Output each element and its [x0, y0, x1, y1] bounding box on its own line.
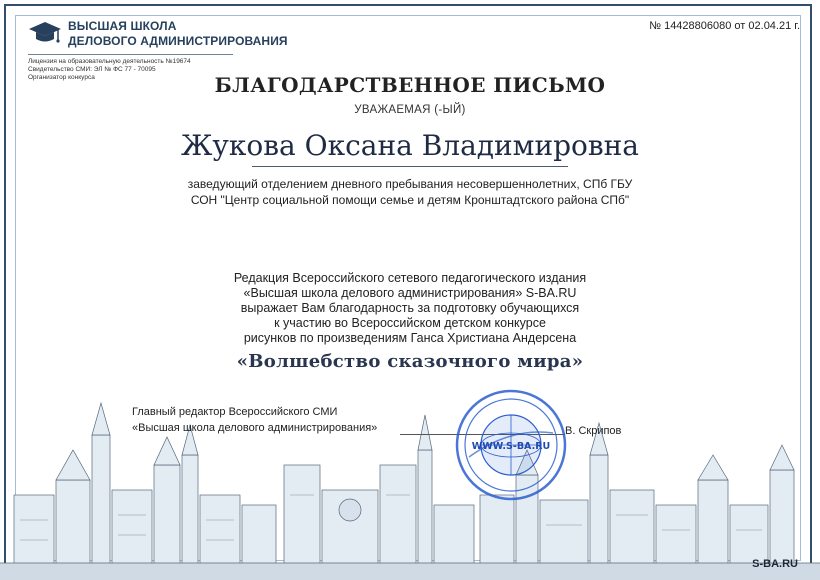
- logo-divider: [28, 54, 233, 55]
- letter-title: БЛАГОДАРСТВЕННОЕ ПИСЬМО: [214, 73, 606, 97]
- editor-title-line1: Главный редактор Всероссийского СМИ: [132, 406, 338, 418]
- footer-site: S-BA.RU: [752, 558, 798, 570]
- logo-title-line2: ДЕЛОВОГО АДМИНИСТРИРОВАНИЯ: [68, 34, 288, 48]
- body-line: рисунков по произведениям Ганса Христиана Андерсена: [243, 331, 577, 345]
- name-underline: [252, 166, 568, 167]
- body-line: «Высшая школа делового администрирования» S-BA.RU: [243, 286, 577, 300]
- media-certificate-text: Свидетельство СМИ: ЭЛ № ФС 77 - 70095: [28, 66, 156, 73]
- city-skyline-illustration: [0, 395, 820, 580]
- body-line: к участию во Всероссийском детском конкурсе: [274, 316, 546, 330]
- body-line: Редакция Всероссийского сетевого педагогического издания: [233, 271, 587, 285]
- logo-title-line1: ВЫСШАЯ ШКОЛА: [68, 19, 177, 33]
- document-number: № 14428806080 от 02.04.21 г.: [649, 20, 800, 32]
- recipient-position-line1: заведующий отделением дневного пребывания несовершеннолетних, СПб ГБУ: [187, 177, 633, 191]
- editor-title-line2: «Высшая школа делового администрирования»: [132, 422, 378, 434]
- stamp-center-text: WWW.S-BA.RU: [471, 441, 551, 452]
- official-stamp-icon: [453, 387, 569, 503]
- graduation-cap-icon: [28, 20, 62, 46]
- recipient-name: Жукова Оксана Владимировна: [180, 129, 640, 162]
- signer-name: В. Скрипов: [565, 425, 622, 437]
- contest-name: «Волшебство сказочного мира»: [236, 351, 584, 372]
- recipient-position-line2: СОН "Центр социальной помощи семье и детям Кронштадтского района СПб": [190, 193, 630, 207]
- body-line: выражает Вам благодарность за подготовку обучающихся: [240, 301, 580, 315]
- license-text: Лицензия на образовательную деятельность №19674: [28, 58, 191, 65]
- organizer-text: Организатор конкурса: [28, 74, 95, 81]
- salutation: УВАЖАЕМАЯ (-ЫЙ): [354, 104, 466, 116]
